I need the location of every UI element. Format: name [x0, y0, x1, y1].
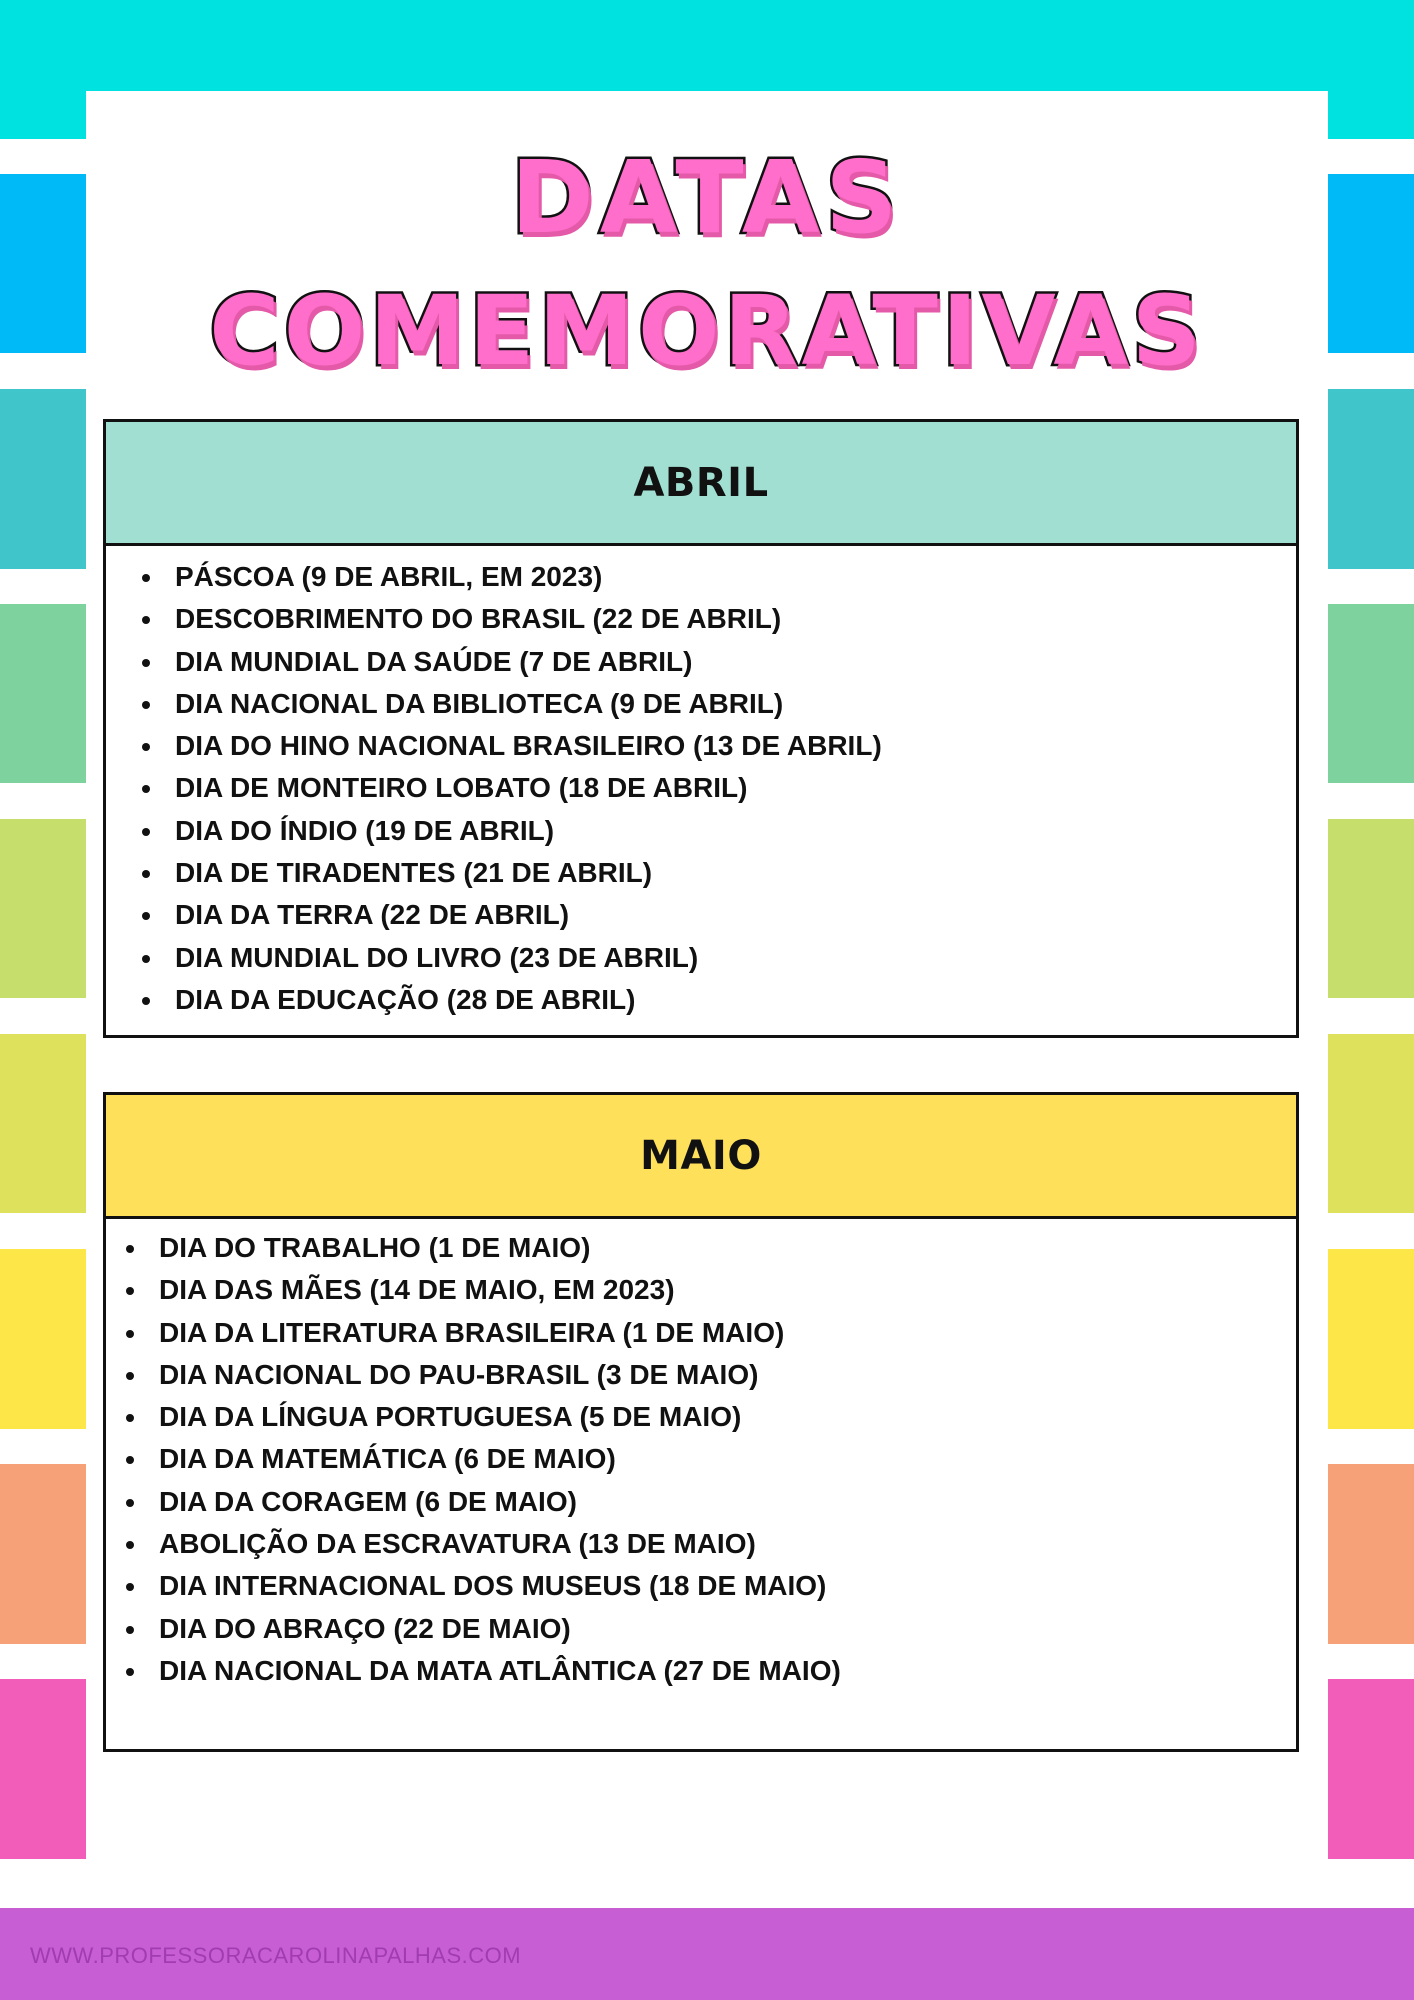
list-item: DIA DAS MÃES (14 DE MAIO, EM 2023) [122, 1269, 1296, 1311]
list-item: DIA MUNDIAL DA SAÚDE (7 DE ABRIL) [138, 641, 1296, 683]
list-item: DIA DO ÍNDIO (19 DE ABRIL) [138, 810, 1296, 852]
list-item: DIA DA TERRA (22 DE ABRIL) [138, 894, 1296, 936]
title-line-2: COMEMORATIVAS [209, 275, 1205, 387]
section-maio [103, 1092, 1299, 1752]
content-panel [86, 91, 1328, 1905]
list-item: DIA DA MATEMÁTICA (6 DE MAIO) [122, 1438, 1296, 1480]
list-item: DIA DO ABRAÇO (22 DE MAIO) [122, 1608, 1296, 1650]
footer-bar [0, 1908, 1414, 2000]
list-item: PÁSCOA (9 DE ABRIL, EM 2023) [138, 556, 1296, 598]
list-item: ABOLIÇÃO DA ESCRAVATURA (13 DE MAIO) [122, 1523, 1296, 1565]
title-line-1: DATAS [510, 139, 904, 256]
section-maio-heading: MAIO [640, 1132, 762, 1179]
list-item: DESCOBRIMENTO DO BRASIL (22 DE ABRIL) [138, 598, 1296, 640]
section-abril [103, 419, 1299, 1038]
list-item: DIA DA LITERATURA BRASILEIRA (1 DE MAIO) [122, 1312, 1296, 1354]
list-item: DIA NACIONAL DA BIBLIOTECA (9 DE ABRIL) [138, 683, 1296, 725]
list-item: DIA DO TRABALHO (1 DE MAIO) [122, 1227, 1296, 1269]
list-item: DIA DA EDUCAÇÃO (28 DE ABRIL) [138, 979, 1296, 1021]
list-item: DIA DO HINO NACIONAL BRASILEIRO (13 DE ABRIL) [138, 725, 1296, 767]
section-abril-heading: ABRIL [633, 459, 769, 506]
list-item: DIA NACIONAL DA MATA ATLÂNTICA (27 DE MAIO) [122, 1650, 1296, 1692]
list-item: DIA NACIONAL DO PAU-BRASIL (3 DE MAIO) [122, 1354, 1296, 1396]
list-item: DIA MUNDIAL DO LIVRO (23 DE ABRIL) [138, 937, 1296, 979]
list-item: DIA DE TIRADENTES (21 DE ABRIL) [138, 852, 1296, 894]
list-item: DIA INTERNACIONAL DOS MUSEUS (18 DE MAIO) [122, 1565, 1296, 1607]
footer-url[interactable]: WWW.PROFESSORACAROLINAPALHAS.COM [30, 1943, 522, 1968]
list-item: DIA DA LÍNGUA PORTUGUESA (5 DE MAIO) [122, 1396, 1296, 1438]
list-item: DIA DA CORAGEM (6 DE MAIO) [122, 1481, 1296, 1523]
section-abril-header [106, 422, 1296, 546]
list-item: DIA DE MONTEIRO LOBATO (18 DE ABRIL) [138, 767, 1296, 809]
section-maio-header [106, 1095, 1296, 1219]
section-maio-list [106, 1219, 1296, 1692]
section-abril-list [106, 546, 1296, 1021]
